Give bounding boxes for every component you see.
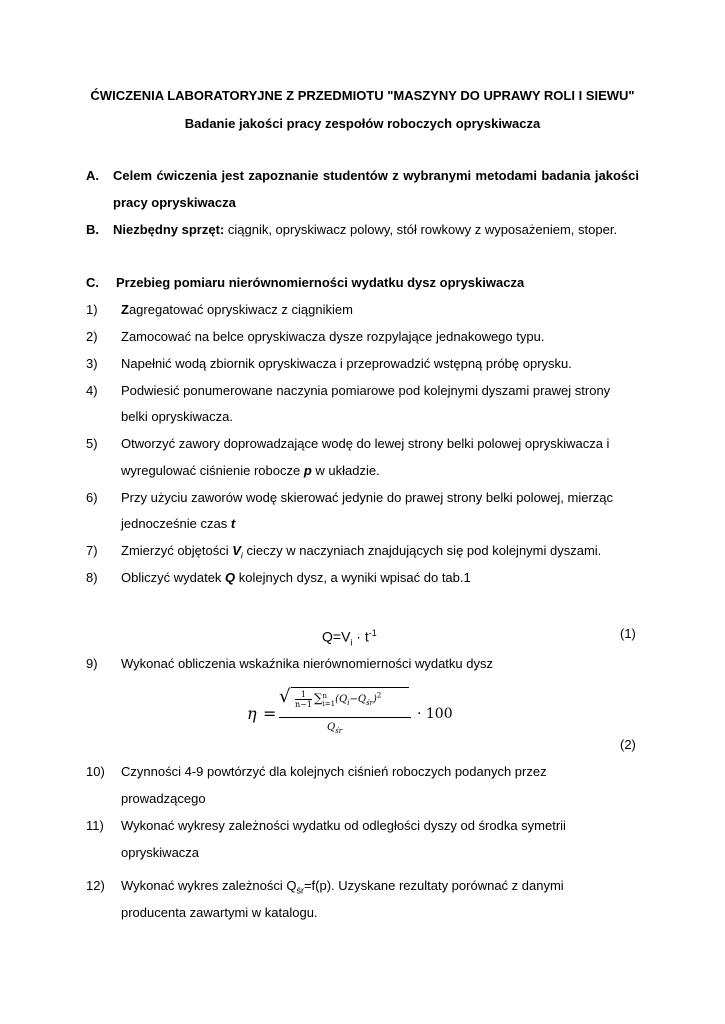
- step-6-line2-a: jednocześnie czas: [121, 516, 231, 531]
- step-7-number: 7): [86, 543, 98, 558]
- formula-1: [322, 624, 377, 651]
- document-title: ĆWICZENIA LABORATORYJNE Z PRZEDMIOTU "MASZYNY DO UPRAWY ROLI I SIEWU": [90, 88, 635, 103]
- step-5-line2: [121, 463, 380, 479]
- sqrt-symbol-icon: √: [279, 686, 291, 707]
- step-9-text: Wykonać obliczenia wskaźnika nierównomierności wydatku dysz: [121, 656, 493, 671]
- formula-2-eta: η: [247, 704, 257, 723]
- section-b-text: [113, 222, 617, 238]
- section-a-line2: pracy opryskiwacza: [113, 195, 236, 210]
- step-7-sub-i: i: [240, 550, 243, 561]
- step-7-variable-v: V: [232, 543, 241, 558]
- step-7-b: cieczy w naczyniach znajdujących się pod kolejnymi dyszami.: [242, 543, 602, 558]
- formula-2-square: 2: [376, 691, 382, 700]
- section-c-title: Przebieg pomiaru nierównomierności wydatku dysz opryskiwacza: [116, 275, 525, 290]
- formula-1-sub: i: [350, 637, 353, 648]
- formula-2-number: (2): [620, 737, 636, 752]
- formula-2-inner-sub: i: [347, 699, 350, 707]
- step-5-line2-a: wyregulować ciśnienie robocze: [121, 463, 304, 478]
- step-2-text: Zamocować na belce opryskiwacza dysze rozpylające jednakowego typu.: [121, 329, 545, 344]
- formula-2-sum: ∑: [313, 691, 323, 705]
- step-10-line2: prowadzącego: [121, 791, 206, 806]
- step-6-line2: [121, 516, 235, 532]
- sqrt-overline: [291, 687, 409, 688]
- formula-2-fraction-bar: [279, 717, 411, 718]
- step-5-line2-b: w układzie.: [311, 463, 380, 478]
- step-12-number: 12): [86, 878, 105, 893]
- step-1-bold: Z: [121, 302, 129, 317]
- step-12-sub: śr: [296, 885, 304, 896]
- step-3-text: Napełnić wodą zbiornik opryskiwacza i przeprowadzić wstępną próbę oprysku.: [121, 356, 572, 371]
- formula-2-close: ): [372, 694, 377, 705]
- section-b-label: B.: [86, 222, 99, 237]
- step-3-number: 3): [86, 356, 98, 371]
- step-4-line1: Podwiesić ponumerowane naczynia pomiarowe pod kolejnymi dyszami prawej strony: [121, 383, 611, 398]
- formula-2-n-minus-1: n−1: [295, 700, 312, 709]
- step-5-variable-p: p: [303, 463, 312, 478]
- formula-2-sum-sup: n: [322, 691, 328, 700]
- step-11-line1: Wykonać wykresy zależności wydatku od odległości dyszy od środka symetrii: [121, 818, 566, 833]
- formula-2-numerator: [293, 690, 381, 709]
- step-7-a: Zmierzyć objętości: [121, 543, 233, 558]
- formula-1-number: (1): [620, 626, 636, 641]
- step-9-number: 9): [86, 656, 98, 671]
- step-5-line1: Otworzyć zawory doprowadzające wodę do lewej strony belki polowej opryskiwacza i: [121, 436, 610, 451]
- step-1-number: 1): [86, 302, 98, 317]
- formula-2-equals: =: [263, 704, 277, 723]
- document-subtitle: Badanie jakości pracy zespołów roboczych opryskiwacza: [184, 116, 541, 131]
- formula-2-sum-sub: i=1: [322, 699, 336, 708]
- step-8-text: [121, 570, 471, 586]
- step-12-a: Wykonać wykres zależności Q: [121, 878, 297, 893]
- formula-2-small-fraction: [295, 690, 312, 709]
- step-1-rest: agregatować opryskiwacz z ciągnikiem: [128, 302, 353, 317]
- step-8-a: Obliczyć wydatek: [121, 570, 226, 585]
- formula-2-den-sub: śr: [335, 727, 343, 735]
- step-8-b: kolejnych dysz, a wyniki wpisać do tab.1: [235, 570, 471, 585]
- step-6-variable-t: t: [230, 516, 236, 531]
- step-4-number: 4): [86, 383, 98, 398]
- step-12-line2: producenta zawartymi w katalogu.: [121, 905, 318, 920]
- formula-2-denominator: [327, 722, 342, 735]
- step-11-line2: opryskiwacza: [121, 845, 200, 860]
- step-7-text: [121, 543, 601, 564]
- formula-2-sum-limits: [323, 692, 336, 708]
- section-b-rest: ciągnik, opryskiwacz polowy, stół rowkowy z wyposażeniem, stoper.: [224, 222, 618, 237]
- step-11-number: 11): [86, 818, 104, 833]
- step-10-number: 10): [86, 764, 105, 779]
- section-c-label: C.: [86, 275, 99, 290]
- formula-2-inner: (Q: [335, 694, 348, 705]
- step-8-variable-q: Q: [225, 570, 236, 585]
- section-a-label: A.: [86, 168, 99, 183]
- step-12-line1: [121, 878, 564, 899]
- step-8-number: 8): [86, 570, 98, 585]
- formula-2-multiplier: · 100: [417, 706, 453, 722]
- step-12-b: =f(p). Uzyskane rezultaty porównać z danymi: [303, 878, 564, 893]
- formula-1-q: Q=V: [322, 628, 351, 645]
- section-b-bold: Niezbędny sprzęt:: [113, 222, 225, 237]
- formula-1-sup: -1: [368, 628, 377, 638]
- formula-2-inner-sub2: śr: [366, 699, 373, 707]
- step-6-line1: Przy użyciu zaworów wodę skierować jedynie do prawej strony belki polowej, mierząc: [121, 490, 614, 505]
- section-a-line1: Celem ćwiczenia jest zapoznanie studentów z wybranymi metodami badania jakości: [113, 168, 639, 183]
- step-4-line2: belki opryskiwacza.: [121, 409, 233, 424]
- formula-1-mid: · t: [352, 628, 369, 645]
- step-10-line1: Czynności 4-9 powtórzyć dla kolejnych ciśnień roboczych podanych przez: [121, 764, 547, 779]
- step-1-text: [121, 302, 353, 318]
- step-2-number: 2): [86, 329, 98, 344]
- step-6-number: 6): [86, 490, 98, 505]
- step-5-number: 5): [86, 436, 98, 451]
- formula-2: [247, 686, 467, 736]
- formula-2-minus: −Q: [349, 694, 367, 705]
- formula-2-one: 1: [300, 690, 307, 699]
- formula-2-den: Q: [327, 722, 336, 733]
